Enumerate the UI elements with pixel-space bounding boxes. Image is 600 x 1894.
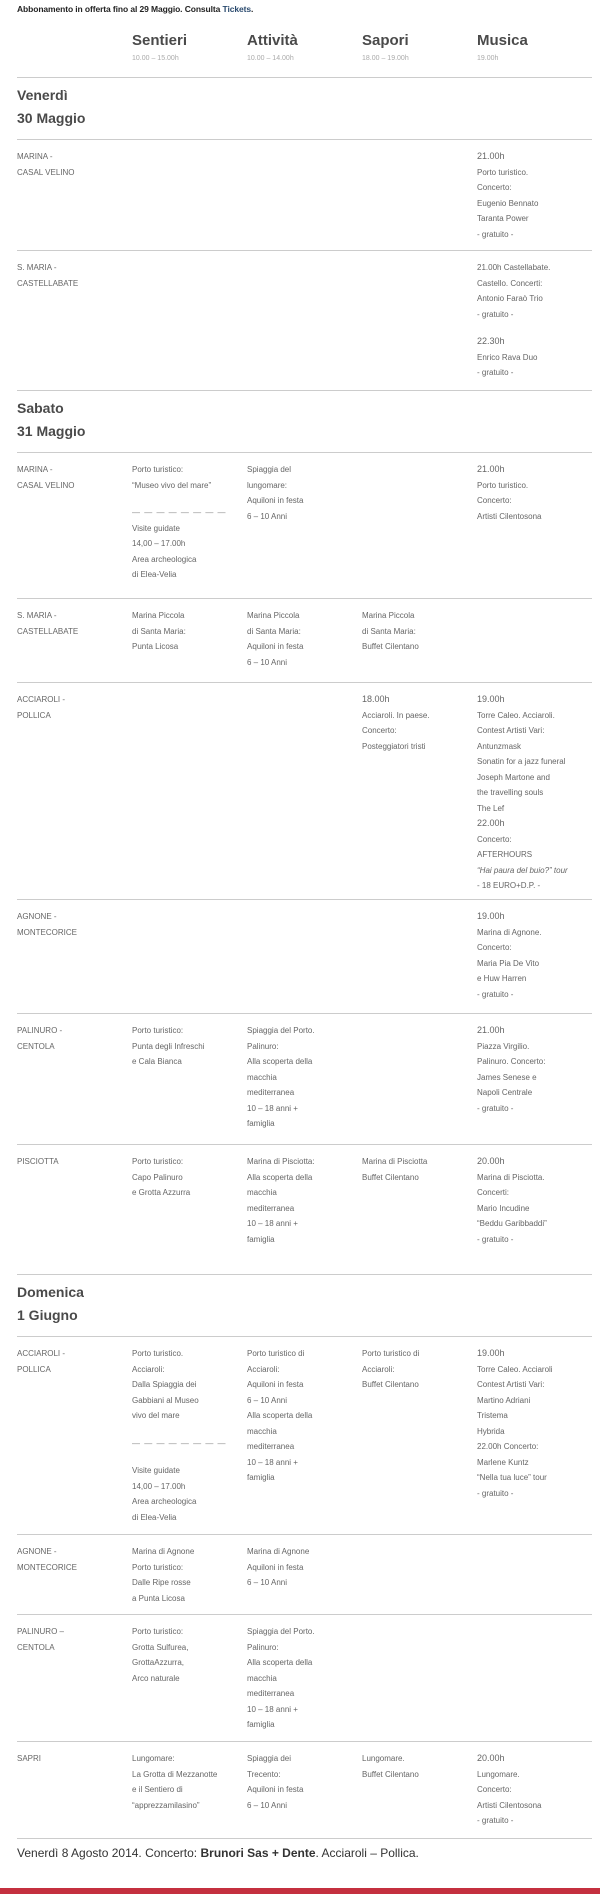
sentieri-cell: Porto turistico. Acciaroli: Dalla Spiaggia dei Gabbiani al Museo vivo del mare — — — — — — — — Visite guidate 14,00 – 17.00h Area archeologica di Elea-Velia xyxy=(132,1349,227,1522)
musica-cell: 20.00h Marina di Pisciotta. Concerti: Mario Incudine “Beddu Garibbaddi” - gratuito - xyxy=(477,1156,547,1244)
sapori-cell: Marina di Pisciotta Buffet Cilentano xyxy=(362,1157,428,1182)
musica-cell: 21.00h Piazza Virgilio. Palinuro. Concerto: James Senese e Napoli Centrale - gratuito - xyxy=(477,1025,546,1113)
accent-bar xyxy=(0,1888,600,1894)
offer-notice-text: Abbonamento in offerta fino al 29 Maggio. Consulta xyxy=(17,4,221,14)
location-cell: S. MARIA - CASTELLABATE xyxy=(17,611,79,636)
sentieri-cell: Porto turistico: Punta degli Infreschi e Cala Bianca xyxy=(132,1026,205,1066)
attivita-cell xyxy=(247,909,362,1013)
schedule-row xyxy=(17,251,592,391)
musica-cell: 19.00h Torre Caleo. Acciaroli Contest Artisti Vari: Martino Adriani Tristema Hybrida 22.00h Concerto: Marlene Kuntz “Nella tua luce” tour - gratuito - xyxy=(477,1348,553,1498)
location-cell: MARINA - CASAL VELINO xyxy=(17,465,75,490)
sentieri-cell: Lungomare: La Grotta di Mezzanotte e il Sentiero di “apprezzamilasino” xyxy=(132,1754,218,1810)
schedule-row xyxy=(17,599,592,683)
musica-cell: 19.00h Marina di Agnone. Concerto: Maria Pia De Vito e Huw Harren - gratuito - xyxy=(477,911,542,999)
attivita-cell xyxy=(247,260,362,390)
tickets-link[interactable]: Tickets xyxy=(222,4,251,14)
schedule-row xyxy=(17,900,592,1014)
sentieri-cell xyxy=(132,692,247,899)
sapori-cell xyxy=(362,462,477,598)
header-musica: Musica 19.00h xyxy=(477,32,528,62)
day-name: Sabato xyxy=(17,400,64,416)
musica-cell: 21.00h Castellabate. Castello. Concerti: Antonio Faraò Trio - gratuito - 22.30h Enrico Rava Duo - gratuito - xyxy=(477,263,551,377)
sentieri-cell: Porto turistico: Capo Palinuro e Grotta Azzurra xyxy=(132,1157,191,1197)
musica-cell xyxy=(477,608,592,682)
location-cell: S. MARIA - CASTELLABATE xyxy=(17,263,79,288)
location-cell: AGNONE - MONTECORICE xyxy=(17,912,77,937)
location-cell: PISCIOTTA xyxy=(17,1157,59,1166)
sentieri-cell: Porto turistico: “Museo vivo del mare” — — — — — — — — Visite guidate 14,00 – 17.00h Area archeologica di Elea-Velia xyxy=(132,465,227,579)
schedule-row xyxy=(17,1615,592,1742)
schedule-header xyxy=(17,24,592,78)
location-cell: MARINA - CASAL VELINO xyxy=(17,152,75,177)
sapori-cell: Lungomare. Buffet Cilentano xyxy=(362,1754,419,1779)
sentieri-cell xyxy=(132,149,247,250)
schedule-row xyxy=(17,683,592,900)
schedule-row xyxy=(17,140,592,251)
location-cell: ACCIAROLI - POLLICA xyxy=(17,695,66,720)
attivita-cell: Spiaggia del Porto. Palinuro: Alla scoperta della macchia mediterranea 10 – 18 anni + famiglia xyxy=(247,1026,315,1128)
sentieri-cell xyxy=(132,909,247,1013)
header-attivita: Attività 10.00 – 14.00h xyxy=(247,32,298,62)
attivita-cell: Porto turistico di Acciaroli: Aquiloni in festa 6 – 10 Anni Alla scoperta della macchia mediterranea 10 – 18 anni + famiglia xyxy=(247,1349,313,1482)
day-date: 31 Maggio xyxy=(17,423,86,439)
sentieri-cell: Marina Piccola di Santa Maria: Punta Licosa xyxy=(132,611,186,651)
day-name: Domenica xyxy=(17,1284,84,1300)
schedule-row xyxy=(17,453,592,599)
footer-headliner: Brunori Sas + Dente xyxy=(200,1846,316,1860)
day-date: 1 Giugno xyxy=(17,1307,78,1323)
sentieri-cell: Marina di Agnone Porto turistico: Dalle Ripe rosse a Punta Licosa xyxy=(132,1547,195,1603)
location-cell: AGNONE - MONTECORICE xyxy=(17,1547,77,1572)
day-heading xyxy=(17,1275,592,1337)
musica-cell: 21.00h Porto turistico. Concerto: Artisti Cilentosona xyxy=(477,464,542,521)
sapori-cell xyxy=(362,1624,477,1741)
schedule-row xyxy=(17,1535,592,1615)
attivita-cell xyxy=(247,149,362,250)
sentieri-cell xyxy=(132,260,247,390)
location-cell: PALINURO – CENTOLA xyxy=(17,1627,64,1652)
schedule-table xyxy=(17,24,592,1839)
sapori-cell: Porto turistico di Acciaroli: Buffet Cilentano xyxy=(362,1349,420,1389)
schedule-row xyxy=(17,1337,592,1535)
attivita-cell xyxy=(247,692,362,899)
days-container xyxy=(17,78,592,1839)
sapori-cell xyxy=(362,149,477,250)
musica-cell: 21.00h Porto turistico. Concerto: Eugenio Bennato Taranta Power - gratuito - xyxy=(477,151,539,239)
musica-cell xyxy=(477,1544,592,1614)
location-cell: PALINURO - CENTOLA xyxy=(17,1026,63,1051)
schedule-row xyxy=(17,1014,592,1145)
sapori-cell xyxy=(362,1544,477,1614)
attivita-cell: Marina Piccola di Santa Maria: Aquiloni in festa 6 – 10 Anni xyxy=(247,611,304,667)
sapori-cell xyxy=(362,1023,477,1144)
location-cell: SAPRI xyxy=(17,1754,42,1763)
musica-cell: 20.00h Lungomare. Concerto: Artisti Cilentosona - gratuito - xyxy=(477,1753,542,1825)
sapori-cell xyxy=(362,260,477,390)
schedule-row xyxy=(17,1145,592,1275)
attivita-cell: Spiaggia dei Trecento: Aquiloni in festa 6 – 10 Anni xyxy=(247,1754,304,1810)
day-date: 30 Maggio xyxy=(17,110,86,126)
day-name: Venerdì xyxy=(17,87,68,103)
attivita-cell: Marina di Agnone Aquiloni in festa 6 – 10 Anni xyxy=(247,1547,310,1587)
attivita-cell: Marina di Pisciotta: Alla scoperta della macchia mediterranea 10 – 18 anni + famiglia xyxy=(247,1157,315,1244)
musica-cell: 19.00h Torre Caleo. Acciaroli. Contest Artisti Vari: Antunzmask Sonatin for a jazz funeral Joseph Martone and the travelling souls The Lef 22.00h Concerto: AFTERHOURS “Hai paura del buio?” tour - 18 EURO+D.P. - xyxy=(477,694,568,890)
day-heading xyxy=(17,78,592,140)
sapori-cell: 18.00h Acciaroli. In paese. Concerto: Posteggiatori tristi xyxy=(362,694,430,751)
musica-cell xyxy=(477,1624,592,1741)
location-cell: ACCIAROLI - POLLICA xyxy=(17,1349,66,1374)
sapori-cell: Marina Piccola di Santa Maria: Buffet Cilentano xyxy=(362,611,419,651)
schedule-row xyxy=(17,1742,592,1839)
offer-notice: Abbonamento in offerta fino al 29 Maggio. Consulta Tickets. xyxy=(17,4,254,14)
day-heading xyxy=(17,391,592,453)
header-sentieri: Sentieri 10.00 – 15.00h xyxy=(132,32,188,62)
attivita-cell: Spiaggia del Porto. Palinuro: Alla scoperta della macchia mediterranea 10 – 18 anni + famiglia xyxy=(247,1627,315,1729)
attivita-cell: Spiaggia del lungomare: Aquiloni in festa 6 – 10 Anni xyxy=(247,465,304,521)
header-sapori: Sapori 18.00 – 19.00h xyxy=(362,32,409,62)
footer-announcement: Venerdì 8 Agosto 2014. Concerto: Brunori Sas + Dente. Acciaroli – Pollica. xyxy=(17,1846,419,1860)
sentieri-cell: Porto turistico: Grotta Sulfurea, GrottaAzzurra, Arco naturale xyxy=(132,1627,189,1683)
header-location-spacer xyxy=(17,24,132,77)
sapori-cell xyxy=(362,909,477,1013)
